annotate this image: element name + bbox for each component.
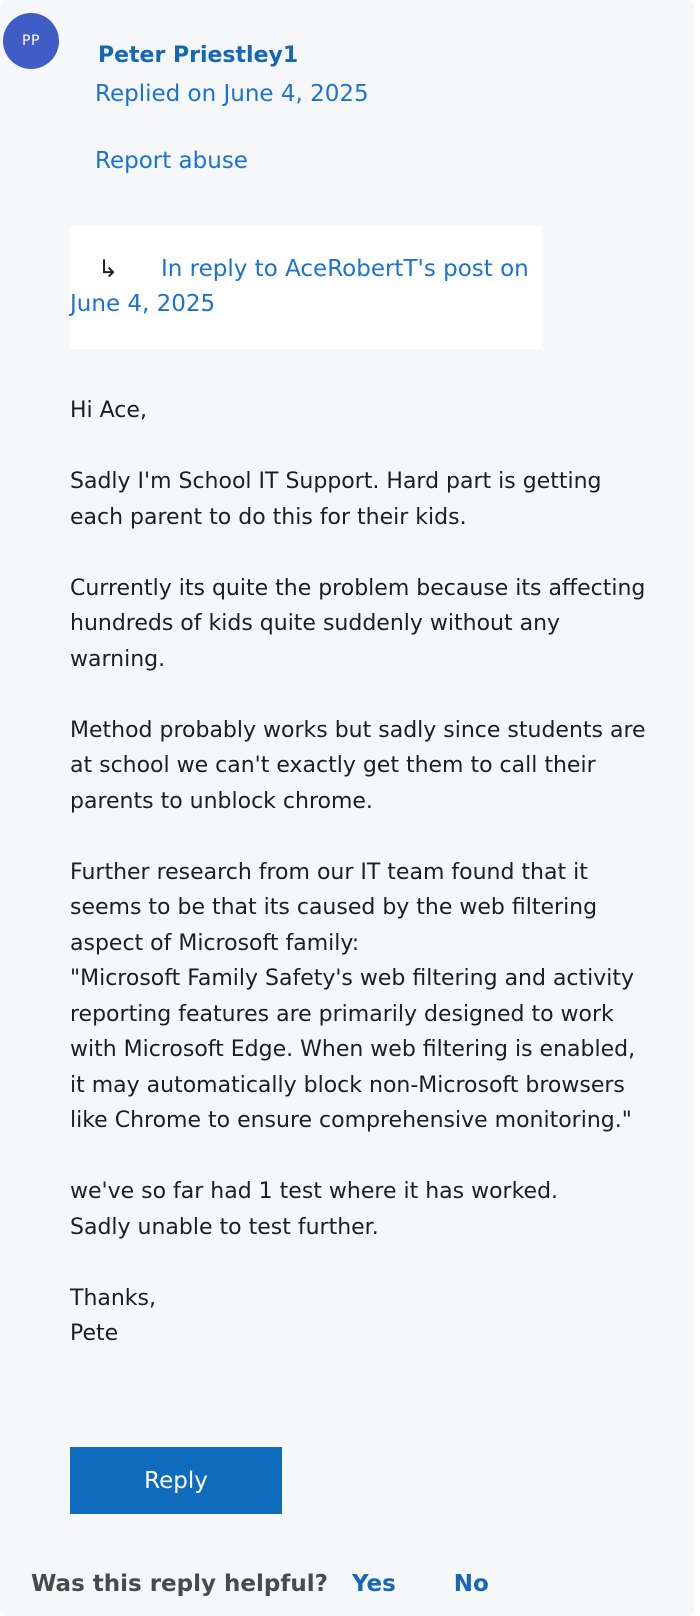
author-name-link[interactable]: Peter Priestley1 bbox=[98, 43, 299, 68]
body-paragraph: Method probably works but sadly since students are at school we can't exactly get them to call their parents to unblock chrome. bbox=[70, 717, 646, 814]
post-body bbox=[70, 393, 655, 1352]
body-paragraph: we've so far had 1 test where it has worked. Sadly unable to test further. bbox=[70, 1179, 559, 1240]
reply-arrow-icon: ↳ bbox=[98, 255, 119, 283]
body-paragraph: Further research from our IT team found that it seems to be that its caused by the web filtering aspect of Microsoft family: "Microsoft Family Safety's web filtering and activity reporting features are primarily designed to work with Microsoft Edge. When web filtering is enabled, it may automatically block non-Microsoft browsers like Chrome to ensure comprehensive monitoring." bbox=[70, 859, 636, 1133]
in-reply-to-link[interactable]: In reply to AceRobertT's post on June 4, 2025 bbox=[70, 256, 529, 317]
body-paragraph: Sadly I'm School IT Support. Hard part is getting each parent to do this for their kids. bbox=[70, 469, 602, 530]
report-abuse-link[interactable]: Report abuse bbox=[95, 148, 248, 174]
body-paragraph: Hi Ace, bbox=[70, 398, 147, 423]
helpful-no-button[interactable]: No bbox=[453, 1571, 489, 1597]
avatar-initials: PP bbox=[22, 33, 40, 49]
in-reply-to-box bbox=[70, 226, 542, 349]
helpful-feedback bbox=[31, 1568, 489, 1600]
body-paragraph: Thanks, Pete bbox=[70, 1285, 157, 1346]
helpful-question: Was this reply helpful? bbox=[31, 1571, 328, 1597]
reply-button[interactable]: Reply bbox=[70, 1447, 282, 1514]
body-paragraph: Currently its quite the problem because its affecting hundreds of kids quite suddenly without any warning. bbox=[70, 575, 646, 672]
avatar[interactable] bbox=[3, 13, 59, 69]
reply-date: Replied on June 4, 2025 bbox=[95, 81, 369, 107]
helpful-yes-button[interactable]: Yes bbox=[351, 1571, 396, 1597]
